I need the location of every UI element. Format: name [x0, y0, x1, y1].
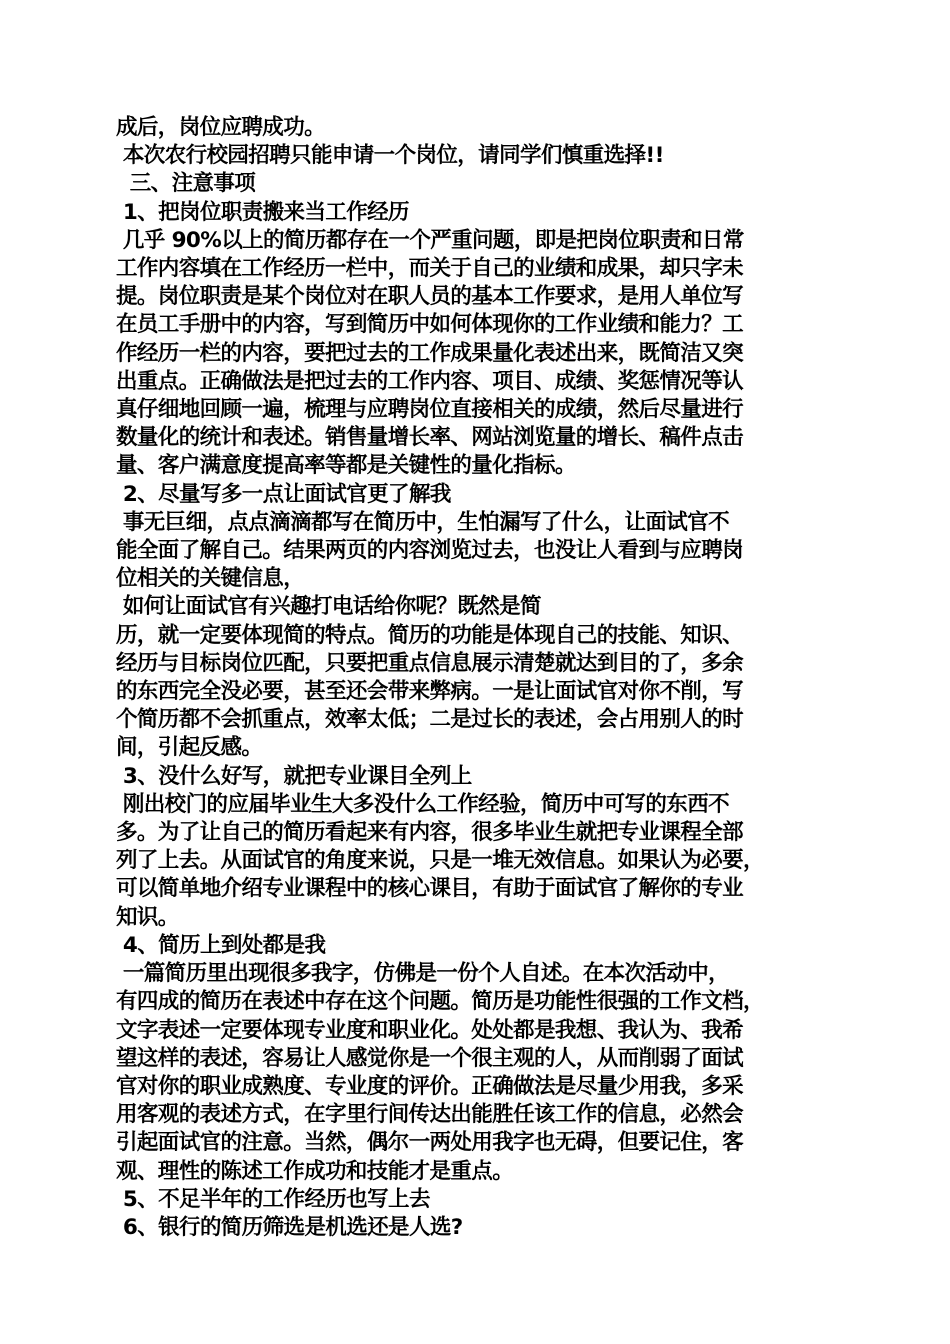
item-heading: 3、没什么好写，就把专业课目全列上 [116, 763, 472, 789]
paragraph-line: 列了上去。从面试官的角度来说，只是一堆无效信息。如果认为必要， [116, 848, 764, 874]
paragraph-line: 用客观的表述方式，在字里行间传达出能胜任该工作的信息，必然会 [116, 1102, 744, 1128]
paragraph-line: 多。为了让自己的简历看起来有内容，很多毕业生就把专业课程全部 [116, 820, 744, 846]
paragraph-line: 作经历一栏的内容，要把过去的工作成果量化表述出来，既简洁又突 [116, 340, 744, 366]
paragraph-line: 数量化的统计和表述。销售量增长率、网站浏览量的增长、稿件点击 [116, 425, 744, 451]
document-body [116, 114, 846, 1242]
paragraph-line: 出重点。正确做法是把过去的工作内容、项目、成绩、奖惩情况等认 [116, 368, 744, 394]
paragraph-line: 历，就一定要体现简的特点。简历的功能是体现自己的技能、知识、 [116, 622, 744, 648]
paragraph-line: 的东西完全没必要，甚至还会带来弊病。一是让面试官对你不削，写 [116, 679, 744, 705]
paragraph-line: 经历与目标岗位匹配，只要把重点信息展示清楚就达到目的了，多余 [116, 650, 744, 676]
paragraph-line: 官对你的职业成熟度、专业度的评价。正确做法是尽量少用我，多采 [116, 1073, 744, 1099]
paragraph-line: 如何让面试官有兴趣打电话给你呢？既然是简 [116, 594, 541, 620]
paragraph-line: 工作内容填在工作经历一栏中，而关于自己的业绩和成果，却只字未 [116, 256, 744, 282]
paragraph-line: 刚出校门的应届毕业生大多没什么工作经验，简历中可写的东西不 [116, 791, 729, 817]
paragraph-line: 量、客户满意度提高率等都是关键性的量化指标。 [116, 453, 576, 479]
paragraph-line: 位相关的关键信息， [116, 566, 305, 592]
paragraph-line: 间，引起反感。 [116, 735, 263, 761]
paragraph-line: 事无巨细，点点滴滴都写在简历中，生怕漏写了什么，让面试官不 [116, 509, 729, 535]
paragraph-line: 知识。 [116, 904, 179, 930]
item-heading: 2、尽量写多一点让面试官更了解我 [116, 481, 451, 507]
item-heading: 6、银行的简历筛选是机选还是人选? [116, 1214, 463, 1240]
paragraph-line: 提。岗位职责是某个岗位对在职人员的基本工作要求，是用人单位写 [116, 284, 744, 310]
paragraph-line: 几乎 90%以上的简历都存在一个严重问题，即是把岗位职责和日常 [116, 227, 744, 253]
paragraph-line: 成后，岗位应聘成功。 [116, 115, 326, 140]
paragraph-line: 引起面试官的注意。当然，偶尔一两处用我字也无碍，但要记住，客 [116, 1130, 744, 1156]
paragraph-line: 真仔细地回顾一遍，梳理与应聘岗位直接相关的成绩，然后尽量进行 [116, 397, 744, 423]
paragraph-line: 文字表述一定要体现专业度和职业化。处处都是我想、我认为、我希 [116, 1017, 744, 1043]
paragraph-line: 在员工手册中的内容，写到简历中如何体现你的工作业绩和能力？工 [116, 312, 744, 338]
section-heading: 三、注意事项 [116, 171, 256, 197]
paragraph-line: 本次农行校园招聘只能申请一个岗位，请同学们慎重选择!! [116, 143, 664, 169]
paragraph-line: 一篇简历里出现很多我字，仿佛是一份个人自述。在本次活动中， [116, 961, 729, 987]
paragraph-line: 个简历都不会抓重点，效率太低；二是过长的表述，会占用别人的时 [116, 707, 744, 733]
paragraph-line: 望这样的表述，容易让人感觉你是一个很主观的人，从而削弱了面试 [116, 1045, 744, 1071]
paragraph-line: 观、理性的陈述工作成功和技能才是重点。 [116, 1158, 514, 1184]
item-heading: 5、不足半年的工作经历也写上去 [116, 1186, 430, 1212]
paragraph-line: 能全面了解自己。结果两页的内容浏览过去，也没让人看到与应聘岗 [116, 538, 744, 564]
item-heading: 4、简历上到处都是我 [116, 932, 326, 958]
item-heading: 1、把岗位职责搬来当工作经历 [116, 199, 409, 225]
paragraph-line: 可以简单地介绍专业课程中的核心课目，有助于面试官了解你的专业 [116, 876, 744, 902]
paragraph-line: 有四成的简历在表述中存在这个问题。简历是功能性很强的工作文档， [116, 989, 764, 1015]
